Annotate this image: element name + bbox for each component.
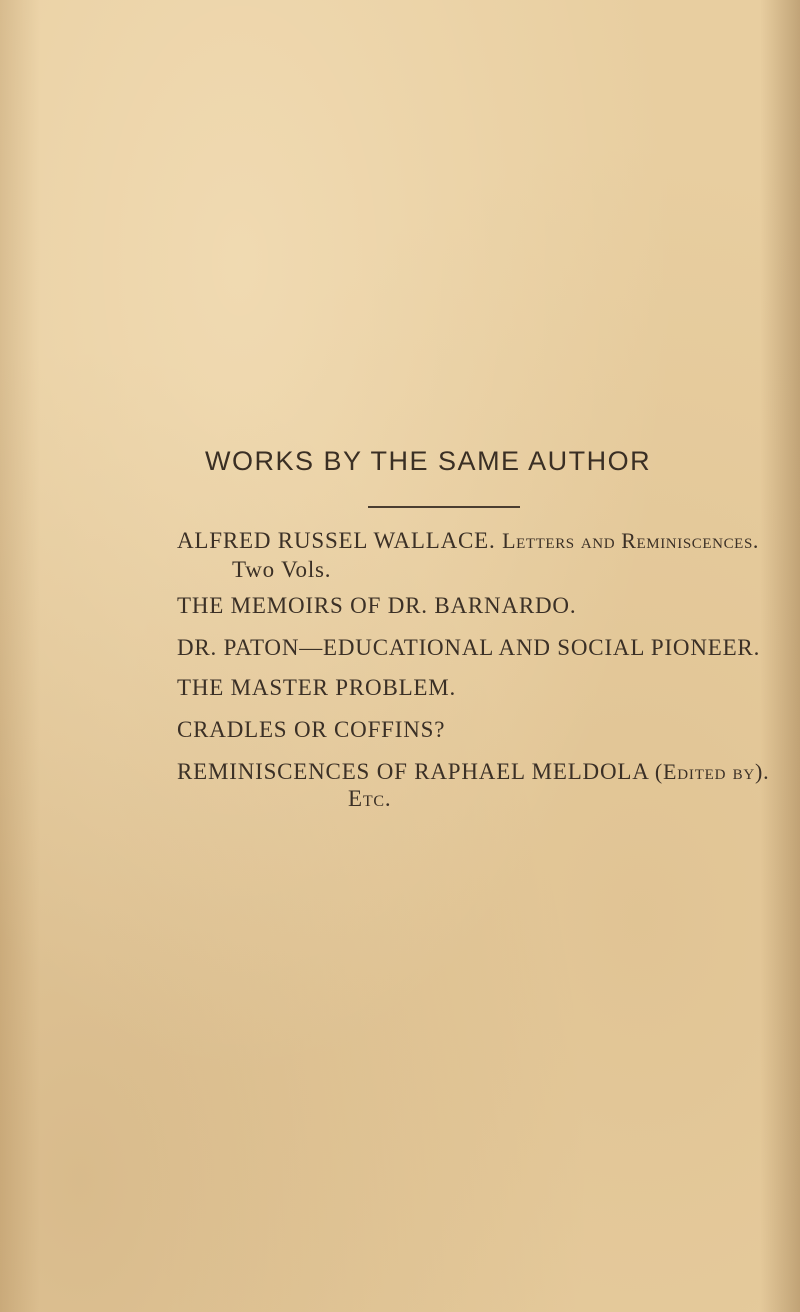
work-entry-barnardo: THE MEMOIRS OF DR. BARNARDO.: [177, 593, 577, 618]
work-subtitle: (Edited by).: [654, 759, 770, 784]
page-heading: WORKS BY THE SAME AUTHOR: [205, 446, 652, 476]
work-entry-wallace: [177, 528, 759, 554]
work-note: Two Vols.: [232, 557, 332, 582]
work-entry-cradles: CRADLES OR COFFINS?: [177, 717, 446, 742]
work-subtitle: Letters and Reminiscences.: [502, 528, 759, 553]
work-title: REMINISCENCES OF RAPHAEL MELDOLA: [177, 759, 649, 784]
etc-label: Etc.: [348, 786, 392, 811]
heading-rule: [368, 506, 520, 508]
work-entry-meldola: [177, 759, 769, 785]
work-entry-paton: DR. PATON—EDUCATIONAL AND SOCIAL PIONEER.: [177, 635, 761, 660]
work-entry-master-problem: THE MASTER PROBLEM.: [177, 675, 457, 700]
work-title: ALFRED RUSSEL WALLACE.: [177, 528, 496, 553]
